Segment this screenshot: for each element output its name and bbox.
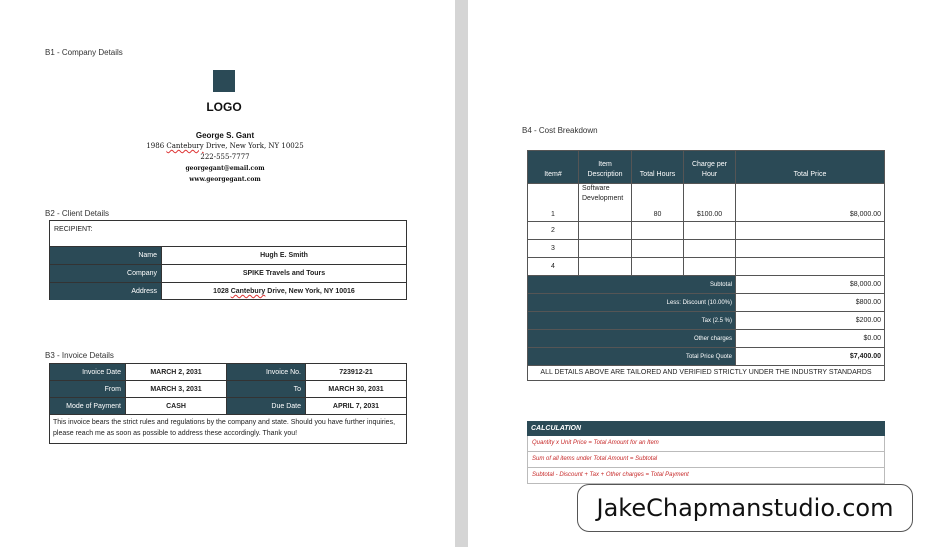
tax-label: Tax (2.5 %) xyxy=(528,312,736,330)
logo-icon xyxy=(213,70,235,92)
item-hours xyxy=(632,258,684,276)
item-number: 2 xyxy=(528,222,579,240)
left-page xyxy=(0,0,455,547)
company-info xyxy=(100,130,350,185)
col-description: Item Description xyxy=(579,151,632,184)
client-company-value: SPIKE Travels and Tours xyxy=(161,265,406,282)
item-number: 4 xyxy=(528,258,579,276)
subtotal-label: Subtotal xyxy=(528,276,736,294)
col-total: Total Price xyxy=(736,151,885,184)
logo-label: LOGO xyxy=(206,100,242,114)
other-charges-row xyxy=(528,330,885,348)
item-number: 3 xyxy=(528,240,579,258)
client-name-row xyxy=(50,246,406,264)
table-row xyxy=(50,364,407,381)
invoice-note: This invoice bears the strict rules and regulations by the company and state. Should you have further inquiries, please reach me as soon as possible to address these accordingly. Thank you! xyxy=(50,415,407,444)
company-email: georgegant@email.com xyxy=(185,165,265,172)
item-hours xyxy=(632,222,684,240)
invoice-section-title: B3 - Invoice Details xyxy=(45,351,114,360)
other-charges-value: $0.00 xyxy=(736,330,885,348)
total-quote-row xyxy=(528,348,885,366)
due-date-label: Due Date xyxy=(227,398,306,415)
company-section-title: B1 - Company Details xyxy=(45,48,123,57)
table-row xyxy=(50,415,407,444)
item-number: 1 xyxy=(528,184,579,222)
client-address-row xyxy=(50,282,406,300)
payment-label: Mode of Payment xyxy=(50,398,126,415)
tax-value: $200.00 xyxy=(736,312,885,330)
client-details-box xyxy=(49,220,407,300)
subtotal-row xyxy=(528,276,885,294)
invoice-details-table xyxy=(49,363,407,444)
calculation-formula: Quantity x Unit Price = Total Amount for an Item xyxy=(527,436,885,452)
from-label: From xyxy=(50,381,126,398)
item-hours: 80 xyxy=(632,184,684,222)
to-label: To xyxy=(227,381,306,398)
total-quote-label: Total Price Quote xyxy=(528,348,736,366)
item-total xyxy=(736,222,885,240)
client-section-title: B2 - Client Details xyxy=(45,209,110,218)
from-value: MARCH 3, 2031 xyxy=(126,381,227,398)
col-hours: Total Hours xyxy=(632,151,684,184)
item-description xyxy=(579,222,632,240)
discount-row xyxy=(528,294,885,312)
company-phone: 222-555-7777 xyxy=(200,153,250,161)
table-row xyxy=(528,240,885,258)
invoice-date-label: Invoice Date xyxy=(50,364,126,381)
page-divider xyxy=(455,0,468,547)
item-rate xyxy=(684,222,736,240)
discount-value: $800.00 xyxy=(736,294,885,312)
company-address: 1986 Cantebury Drive, New York, NY 10025 xyxy=(146,142,304,150)
invoice-no-value: 723912-21 xyxy=(306,364,407,381)
item-rate xyxy=(684,240,736,258)
item-rate xyxy=(684,258,736,276)
calculation-title: CALCULATION xyxy=(527,421,885,436)
col-rate: Charge per Hour xyxy=(684,151,736,184)
footer-row xyxy=(528,366,885,381)
table-header-row xyxy=(528,151,885,184)
calculation-box xyxy=(527,421,885,484)
standards-note: ALL DETAILS ABOVE ARE TAILORED AND VERIFIED STRICTLY UNDER THE INDUSTRY STANDARDS xyxy=(528,366,885,381)
payment-value: CASH xyxy=(126,398,227,415)
table-row xyxy=(528,222,885,240)
other-charges-label: Other charges xyxy=(528,330,736,348)
client-address-value: 1028 Cantebury Drive, New York, NY 10016 xyxy=(161,283,406,300)
calculation-formula: Sum of all items under Total Amount = Subtotal xyxy=(527,452,885,468)
company-name: George S. Gant xyxy=(195,131,255,140)
item-total xyxy=(736,240,885,258)
item-total xyxy=(736,258,885,276)
invoice-no-label: Invoice No. xyxy=(227,364,306,381)
tax-row xyxy=(528,312,885,330)
table-row xyxy=(528,258,885,276)
client-name-value: Hugh E. Smith xyxy=(161,247,406,264)
due-date-value: APRIL 7, 2031 xyxy=(306,398,407,415)
item-hours xyxy=(632,240,684,258)
calculation-formula: Subtotal - Discount + Tax + Other charges = Total Payment xyxy=(527,468,885,484)
item-description xyxy=(579,240,632,258)
client-name-label: Name xyxy=(50,247,161,264)
item-total: $8,000.00 xyxy=(736,184,885,222)
col-item: Item# xyxy=(528,151,579,184)
item-description xyxy=(579,258,632,276)
cost-breakdown-table xyxy=(527,150,885,381)
invoice-date-value: MARCH 2, 2031 xyxy=(126,364,227,381)
subtotal-value: $8,000.00 xyxy=(736,276,885,294)
item-rate: $100.00 xyxy=(684,184,736,222)
recipient-label: RECIPIENT: xyxy=(54,226,93,233)
client-address-label: Address xyxy=(50,283,161,300)
total-quote-value: $7,400.00 xyxy=(736,348,885,366)
watermark: JakeChapmanstudio.com xyxy=(577,484,913,532)
cost-section-title: B4 - Cost Breakdown xyxy=(522,126,598,135)
discount-label: Less: Discount (10.00%) xyxy=(528,294,736,312)
table-row xyxy=(50,398,407,415)
table-row xyxy=(528,184,885,222)
client-company-row xyxy=(50,264,406,282)
client-company-label: Company xyxy=(50,265,161,282)
item-description: Software Development xyxy=(579,184,632,222)
table-row xyxy=(50,381,407,398)
to-value: MARCH 30, 2031 xyxy=(306,381,407,398)
company-website: www.georgegant.com xyxy=(189,176,261,183)
